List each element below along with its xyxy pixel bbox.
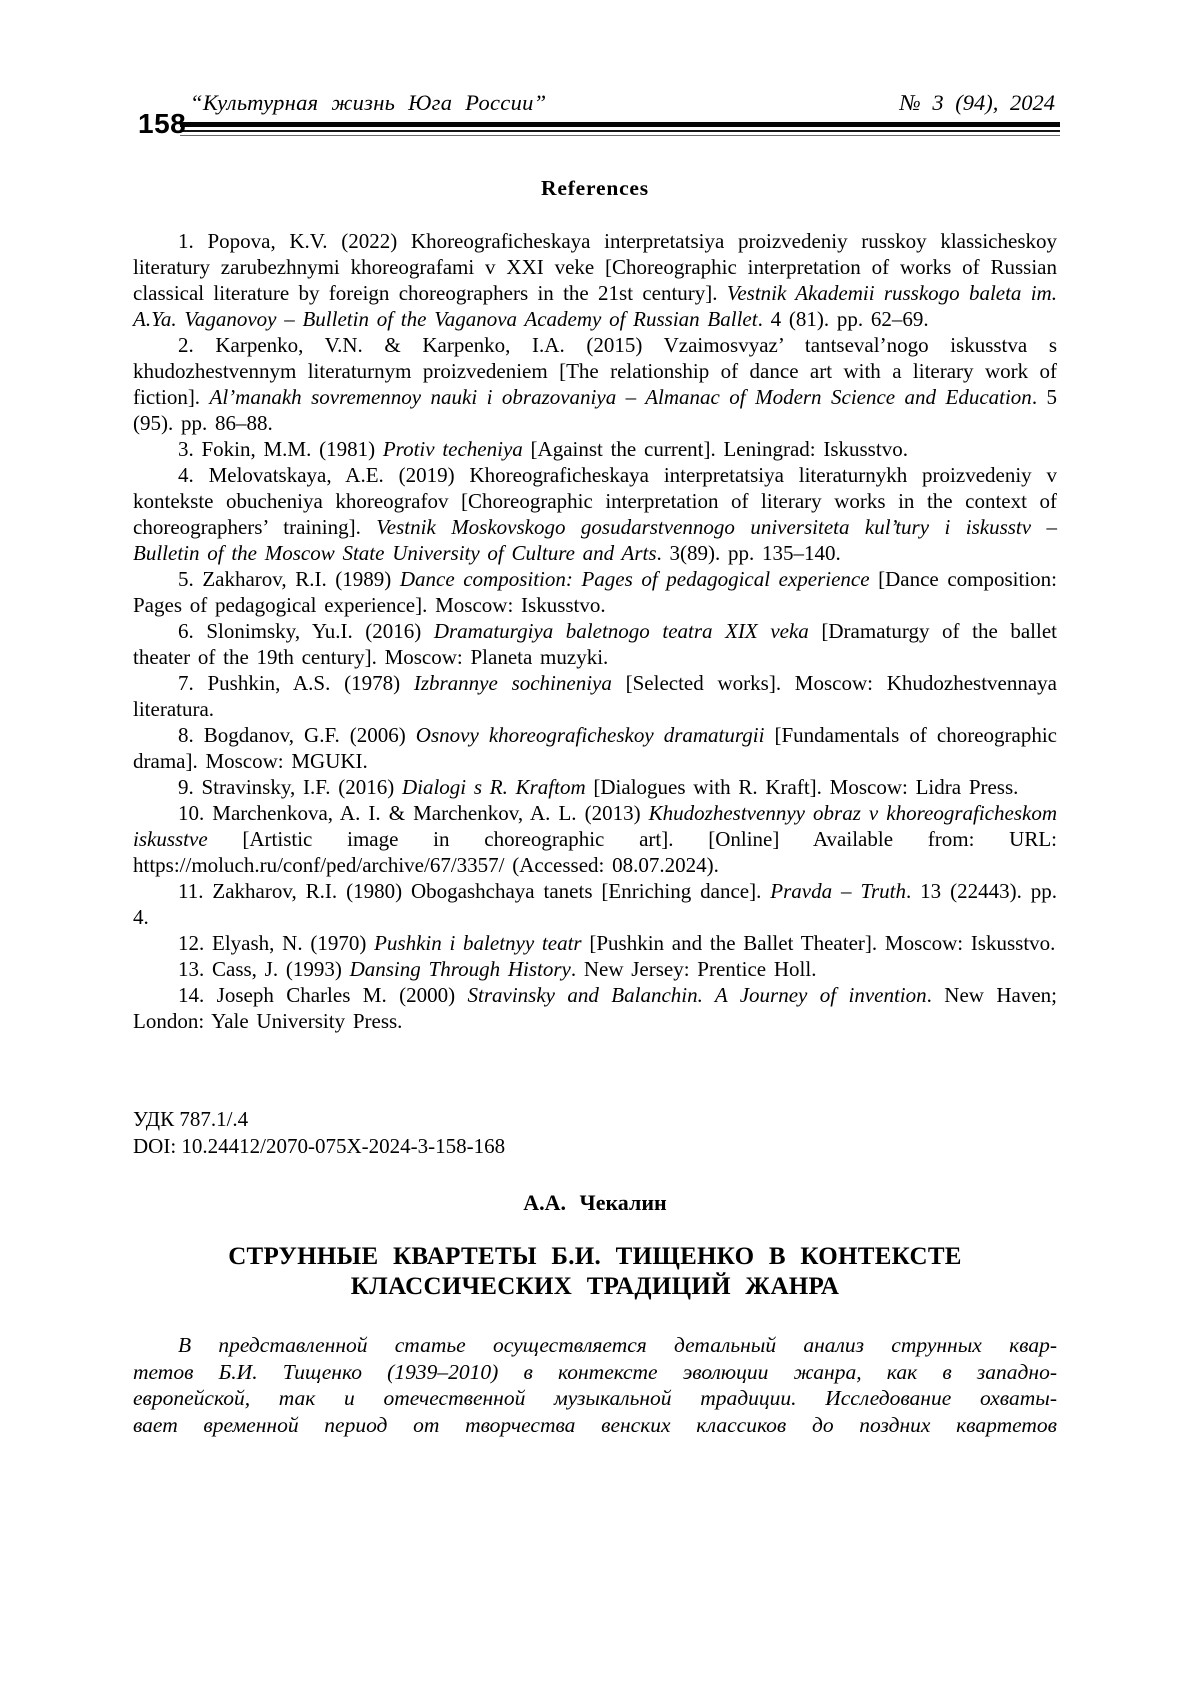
reference-entry: [133, 774, 1057, 800]
reference-source-italic: Dialogi s R. Kraftom: [401, 775, 586, 799]
article-title-line: КЛАССИЧЕСКИХ ТРАДИЦИЙ ЖАНРА: [350, 1273, 840, 1300]
reference-text: . 5 (95). pp. 86–88.: [133, 385, 1057, 435]
article-abstract: [133, 1332, 1057, 1438]
reference-text: 2. Karpenko, V.N. & Karpenko, I.A. (2015) Vzaimosvyaz’ tantseval’nogo iskusstva s khudozhestvennym literaturnym proizvedeniem [The relationship of dance art with a literary work of fiction].: [133, 333, 1057, 409]
reference-text: 7. Pushkin, A.S. (1978): [178, 671, 414, 695]
reference-text: . 4 (81). pp. 62–69.: [757, 307, 929, 331]
reference-source-italic: Protiv techeniya: [382, 437, 523, 461]
rule-mid: [180, 130, 1060, 132]
reference-source-italic: Al’manakh sovremennoy nauki i obrazovaniya – Almanac of Modern Science and Education: [209, 385, 1032, 409]
reference-text: 3. Fokin, M.M. (1981): [178, 437, 383, 461]
reference-source-italic: Khudozhestvennyy obraz v khoreograficheskom iskusstve: [133, 801, 1057, 851]
abstract-line: тетов Б.И. Тищенко (1939–2010) в контексте эволюции жанра, как в западно-: [133, 1359, 1057, 1384]
reference-text: [Selected works]. Moscow: Khudozhestvennaya literatura.: [133, 671, 1057, 721]
reference-entry: [133, 228, 1057, 332]
udc-line: УДК 787.1/.4: [133, 1107, 249, 1131]
reference-text: [Dramaturgy of the ballet theater of the 19th century]. Moscow: Planeta muzyki.: [133, 619, 1057, 669]
abstract-line: вает временной период от творчества венских классиков до поздних квартетов: [133, 1412, 1057, 1437]
reference-source-italic: Dramaturgiya baletnogo teatra XIX veka: [433, 619, 809, 643]
reference-entry: [133, 930, 1057, 956]
reference-text: 6. Slonimsky, Yu.I. (2016): [178, 619, 434, 643]
running-head-text-row: [190, 90, 1055, 116]
doi-line: DOI: 10.24412/2070-075X-2024-3-158-168: [133, 1134, 506, 1158]
reference-text: [Pushkin and the Ballet Theater]. Moscow: Iskusstvo.: [581, 931, 1056, 955]
reference-source-italic: Osnovy khoreograficheskoy dramaturgii: [415, 723, 765, 747]
running-head: [0, 0, 1200, 139]
article-author: А.А. Чекалин: [523, 1190, 667, 1215]
abstract-line: В представленной статье осуществляется детальный анализ струнных квар-: [178, 1333, 1057, 1357]
udc-doi-block: [133, 1106, 1057, 1160]
head-rule: [180, 122, 1060, 136]
references-heading: References: [541, 176, 649, 200]
reference-source-italic: Pushkin i baletnyy teatr: [374, 931, 582, 955]
page-number: 158: [138, 108, 187, 139]
reference-source-italic: Stravinsky and Balanchin. A Journey of invention: [467, 983, 927, 1007]
reference-text: 5. Zakharov, R.I. (1989): [178, 567, 400, 591]
reference-text: 8. Bogdanov, G.F. (2006): [178, 723, 416, 747]
reference-text: . 3(89). pp. 135–140.: [656, 541, 841, 565]
reference-text: 4. Melovatskaya, A.E. (2019) Khoreograficheskaya interpretatsiya literaturnykh proizvedeniy v kontekste obucheniya khoreografov [Choreographic interpretation of literary works in the context of choreographers’ training].: [133, 463, 1057, 539]
reference-text: [Against the current]. Leningrad: Iskusstvo.: [522, 437, 908, 461]
reference-source-italic: Izbrannye sochineniya: [413, 671, 612, 695]
article-title: [133, 1242, 1057, 1302]
reference-text: [Dialogues with R. Kraft]. Moscow: Lidra Press.: [585, 775, 1019, 799]
journal-title: “Культурная жизнь Юга России”: [190, 90, 547, 115]
reference-text: 11. Zakharov, R.I. (1980) Obogashchaya tanets [Enriching dance].: [178, 879, 771, 903]
reference-text: [Dance composition: Pages of pedagogical experience]. Moscow: Iskusstvo.: [133, 567, 1057, 617]
page-content: [133, 176, 1057, 1438]
reference-text: 13. Cass, J. (1993): [178, 957, 350, 981]
reference-text: . New Haven; London: Yale University Press.: [133, 983, 1058, 1033]
references-list: [133, 228, 1057, 1034]
abstract-line: европейской, так и отечественной музыкальной традиции. Исследование охваты-: [133, 1386, 1057, 1410]
reference-text: . New Jersey: Prentice Holl.: [570, 957, 817, 981]
reference-text: 10. Marchenkova, A. I. & Marchenkov, A. L. (2013): [178, 801, 649, 825]
reference-source-italic: Vestnik Moskovskogo gosudarstvennogo universiteta kul’tury i iskusstv – Bulletin of the Moscow State University of Culture and Arts: [133, 515, 1057, 565]
reference-entry: [133, 566, 1057, 618]
reference-source-italic: Pravda – Truth: [770, 879, 906, 903]
rule-thin: [180, 135, 1060, 136]
reference-source-italic: Dance composition: Pages of pedagogical experience: [399, 567, 870, 591]
reference-text: 12. Elyash, N. (1970): [178, 931, 375, 955]
reference-source-italic: Vestnik Akademii russkogo baleta im. A.Ya. Vaganovoy – Bulletin of the Vaganova Academy of Russian Ballet: [133, 281, 1057, 331]
reference-entry: [133, 956, 1057, 982]
reference-text: [Artistic image in choreographic art]. [Online] Available from: URL: https://moluch.ru/conf/ped/archive/67/3357/ (Accessed: 08.07.2024).: [133, 827, 1057, 877]
reference-entry: [133, 800, 1057, 878]
reference-text: 14. Joseph Charles M. (2000): [178, 983, 468, 1007]
article-title-line: СТРУННЫЕ КВАРТЕТЫ Б.И. ТИЩЕНКО В КОНТЕКСТЕ: [228, 1243, 962, 1270]
reference-entry: [133, 670, 1057, 722]
reference-text: 1. Popova, K.V. (2022) Khoreograficheskaya interpretatsiya proizvedeniy russkoy klassicheskoy literatury zarubezhnymi khoreografami v XXI veke [Choreographic interpretation of works of Russian classical literature by foreign choreographers in the 21st century].: [133, 229, 1057, 305]
reference-entry: [133, 878, 1057, 930]
reference-entry: [133, 722, 1057, 774]
reference-text: [Fundamentals of choreographic drama]. Moscow: MGUKI.: [133, 723, 1057, 773]
reference-entry: [133, 436, 1057, 462]
reference-text: . 13 (22443). pp. 4.: [133, 879, 1057, 929]
reference-entry: [133, 982, 1057, 1034]
issue-number: № 3 (94), 2024: [899, 90, 1055, 115]
reference-entry: [133, 332, 1057, 436]
reference-entry: [133, 618, 1057, 670]
rule-thick: [180, 122, 1060, 127]
reference-source-italic: Dansing Through History: [349, 957, 571, 981]
reference-entry: [133, 462, 1057, 566]
reference-text: 9. Stravinsky, I.F. (2016): [178, 775, 402, 799]
